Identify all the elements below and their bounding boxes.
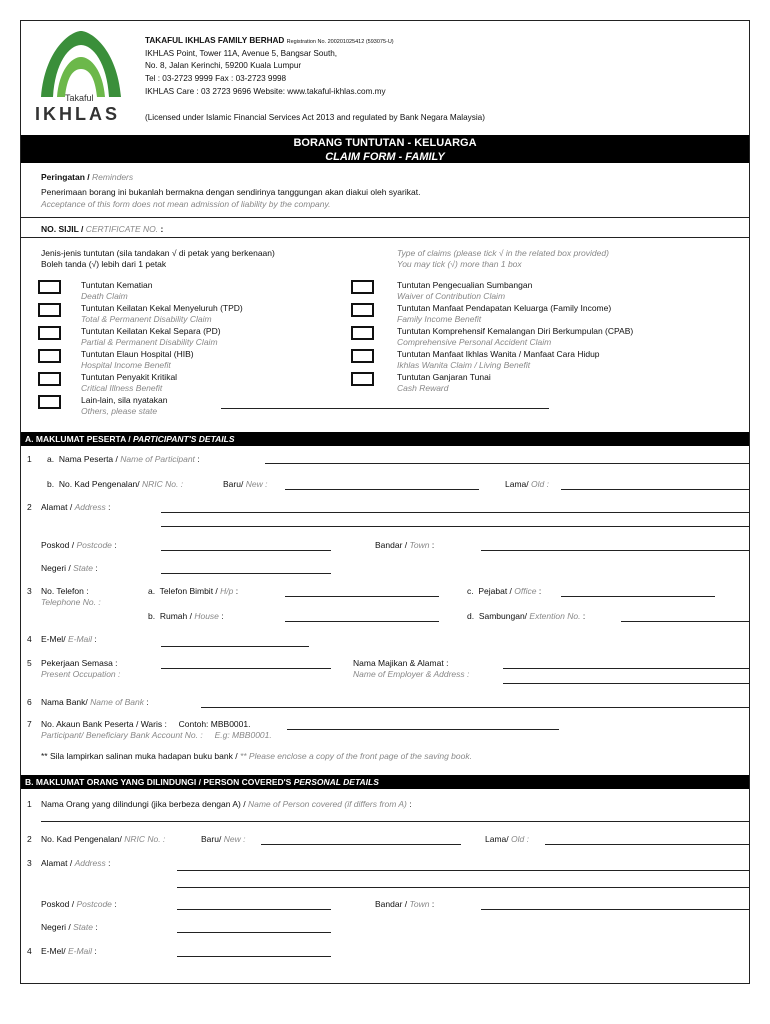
participant-nric-label (47, 479, 183, 490)
participant-email-field[interactable] (161, 646, 309, 647)
label-english: Participant/ Beneficiary Bank Account No. : (41, 729, 203, 740)
participant-mobile-field[interactable] (285, 596, 439, 597)
section-a-title: MAKLUMAT PESERTA / (35, 434, 131, 444)
claim-option-label-english: Partial & Permanent Disability Claim (81, 336, 218, 347)
participant-occupation-label (41, 658, 120, 679)
label-colon: : (431, 540, 435, 550)
label-malay: Pejabat / (478, 586, 512, 596)
item-number: 2 (27, 834, 32, 844)
label-malay: Negeri / (41, 922, 71, 932)
label-english: Name of Bank (90, 697, 145, 707)
label-malay: Rumah / (159, 611, 192, 621)
item-letter: d. (467, 611, 475, 621)
item-number: 4 (27, 634, 32, 644)
section-b-title: MAKLUMAT ORANG YANG DILINDUNGI / PERSON COVERED'S (35, 777, 292, 787)
label-malay: Poskod / (41, 899, 75, 909)
claim-option-label: Tuntutan Penyakit Kritikal (81, 372, 178, 382)
claim-option-cpab (397, 326, 633, 347)
claim-option-cash-reward (397, 372, 491, 393)
covered-person-state-label (41, 922, 98, 933)
claim-types-intro-english-1: Type of claims (please tick √ in the related box provided) (397, 248, 609, 258)
reminder-text-english: Acceptance of this form does not mean admission of liability by the company. (41, 199, 331, 209)
checkbox-hib-claim[interactable] (38, 349, 61, 363)
label-malay: Lama/ (485, 834, 509, 844)
participant-postcode-label (41, 540, 117, 551)
divider (21, 237, 749, 238)
participant-nric-new-field[interactable] (285, 489, 479, 490)
company-care-website: IKHLAS Care : 03 2723 9696 Website: www.takaful-ikhlas.com.my (145, 86, 386, 96)
reminder-heading-english: Reminders (92, 172, 134, 182)
company-logo (29, 29, 133, 125)
company-address-line2: No. 8, Jalan Kerinchi, 59200 Kuala Lumpur (145, 61, 302, 71)
checkbox-cpab-claim[interactable] (351, 326, 374, 340)
covered-person-nric-new-label (201, 834, 245, 845)
label-malay: Telefon Bimbit / (159, 586, 218, 596)
covered-person-postcode-label (41, 899, 117, 910)
claim-option-label: Tuntutan Manfaat Ikhlas Wanita / Manfaat Cara Hidup (397, 349, 600, 359)
label-malay: Nama Bank/ (41, 697, 88, 707)
item-letter: b. (47, 479, 55, 489)
covered-person-email-label (41, 946, 97, 957)
account-example-english: E.g: MBB0001. (214, 729, 272, 740)
label-english: Old : (531, 479, 549, 489)
item-number: 3 (27, 586, 32, 596)
label-malay: E-Mel/ (41, 946, 66, 956)
label-english: E-Mail (67, 946, 93, 956)
participant-extension-label (467, 611, 585, 622)
company-registration: Registration No. 200201025412 (593075-U) (286, 39, 394, 45)
participant-address-field-2[interactable] (161, 526, 749, 527)
label-malay: Poskod / (41, 540, 75, 550)
label-malay: Nama Orang yang dilindungi (jika berbeza dengan A) / (41, 799, 246, 809)
label-english: Office (514, 586, 537, 596)
certificate-label (41, 224, 163, 235)
label-english: NRIC No. : (124, 834, 166, 844)
note-english: ** Please enclose a copy of the front page of the saving book. (239, 751, 472, 761)
checkbox-waiver-claim[interactable] (351, 280, 374, 294)
company-license: (Licensed under Islamic Financial Services Act 2013 and regulated by Bank Negara Malaysia) (145, 113, 485, 122)
covered-person-state-field[interactable] (177, 932, 331, 933)
claim-option-label-english: Hospital Income Benefit (81, 359, 171, 370)
claim-option-label: Tuntutan Pengecualian Sumbangan (397, 280, 533, 290)
claim-option-label: Tuntutan Elaun Hospital (HIB) (81, 349, 194, 359)
covered-person-name-field[interactable] (41, 821, 749, 822)
label-colon: : (95, 922, 98, 932)
covered-person-address-label (41, 858, 111, 869)
label-colon: : (114, 899, 117, 909)
claim-option-label-english: Cash Reward (397, 382, 449, 393)
label-english: Name of Employer & Address : (353, 668, 470, 679)
claim-option-label: Tuntutan Manfaat Pendapatan Keluarga (Family Income) (397, 303, 612, 313)
checkbox-death-claim[interactable] (38, 280, 61, 294)
checkbox-family-income-claim[interactable] (351, 303, 374, 317)
claim-option-family-income (397, 303, 611, 324)
checkbox-tpd-claim[interactable] (38, 303, 61, 317)
certificate-number-field[interactable] (201, 221, 741, 235)
label-malay: No. Kad Pengenalan/ (58, 479, 140, 489)
certificate-label-malay: NO. SIJIL / (41, 224, 84, 234)
label-colon: : (235, 586, 239, 596)
label-malay: Lama/ (505, 479, 529, 489)
account-example: Contoh: MBB0001. (178, 719, 251, 729)
label-colon: : (146, 697, 149, 707)
others-specify-line[interactable] (221, 408, 549, 409)
covered-person-nric-old-label (485, 834, 529, 845)
item-number: 5 (27, 658, 32, 668)
claim-option-label: Tuntutan Keilatan Kekal Menyeluruh (TPD) (81, 303, 243, 313)
label-malay: Baru/ (223, 479, 244, 489)
claim-option-label-english: Others, please state (81, 405, 158, 416)
label-english: Extention No. (529, 611, 581, 621)
label-english: Address (74, 858, 106, 868)
label-colon: : (94, 634, 97, 644)
label-malay: Baru/ (201, 834, 222, 844)
employer-label (353, 658, 469, 679)
participant-nric-new-label (223, 479, 267, 490)
label-malay: Pekerjaan Semasa : (41, 658, 118, 668)
participant-extension-field[interactable] (621, 621, 749, 622)
claim-option-label-english: Death Claim (81, 290, 128, 301)
logo-arch-icon (29, 29, 133, 99)
claim-form-page (20, 20, 750, 984)
covered-person-town-label (375, 899, 434, 910)
section-b-letter: B. (25, 777, 34, 787)
label-english: Present Occupation : (41, 668, 121, 679)
label-colon: : (409, 799, 412, 809)
participant-postcode-field[interactable] (161, 550, 331, 551)
label-colon: : (114, 540, 117, 550)
company-name: TAKAFUL IKHLAS FAMILY BERHAD (145, 36, 285, 45)
label-english: Old : (511, 834, 529, 844)
checkbox-ikhlas-wanita-claim[interactable] (351, 349, 374, 363)
label-english: Town (409, 899, 430, 909)
claim-types-intro-malay (41, 248, 275, 269)
label-english: Name of Person covered (if differs from A) (247, 799, 407, 809)
section-a-title-english: PARTICIPANT'S DETAILS (133, 434, 235, 444)
bank-name-field[interactable] (201, 707, 749, 708)
claim-option-label: Tuntutan Ganjaran Tunai (397, 372, 491, 382)
covered-person-nric-old-field[interactable] (545, 844, 749, 845)
participant-home-label (148, 611, 224, 622)
section-a-letter: A. (25, 434, 34, 444)
label-english: State (73, 922, 93, 932)
certificate-label-english: CERTIFICATE NO. (85, 224, 159, 234)
label-colon: : (197, 454, 200, 464)
label-english: Address (74, 502, 106, 512)
company-header (145, 35, 394, 99)
item-number: 1 (27, 799, 32, 809)
section-b-header (21, 775, 749, 789)
label-english: New : (223, 834, 246, 844)
item-number: 2 (27, 502, 32, 512)
claim-option-ikhlas-wanita (397, 349, 600, 370)
participant-nric-old-field[interactable] (561, 489, 749, 490)
claim-types-intro-english (397, 248, 609, 269)
claim-option-hib (81, 349, 194, 370)
label-malay: No. Kad Pengenalan/ (41, 834, 122, 844)
claim-option-label-english: Comprehensive Personal Accident Claim (397, 336, 552, 347)
form-title-bar (21, 135, 749, 163)
label-english: H/p (220, 586, 234, 596)
participant-phone-label (41, 586, 101, 607)
claim-option-pd (81, 326, 221, 347)
claim-option-others (81, 395, 167, 416)
label-malay: Sambungan/ (478, 611, 528, 621)
item-number: 6 (27, 697, 32, 707)
label-english: Town (409, 540, 430, 550)
participant-office-field[interactable] (561, 596, 715, 597)
label-malay: Bandar / (375, 899, 408, 909)
checkbox-pd-claim[interactable] (38, 326, 61, 340)
checkbox-cash-reward-claim[interactable] (351, 372, 374, 386)
label-malay: Nama Peserta / (58, 454, 118, 464)
label-colon: : (95, 563, 98, 573)
participant-state-label (41, 563, 98, 574)
claim-types-intro-english-2: You may tick (√) more than 1 box (397, 258, 522, 269)
label-malay: No. Telefon : (41, 586, 89, 596)
bank-account-label (41, 719, 272, 740)
checkbox-others-claim[interactable] (38, 395, 61, 409)
label-colon: : (221, 611, 224, 621)
claim-option-label: Tuntutan Komprehensif Kemalangan Diri Berkumpulan (CPAB) (397, 326, 634, 336)
claim-option-label-english: Critical Illness Benefit (81, 382, 163, 393)
label-english: NRIC No. : (142, 479, 184, 489)
participant-mobile-label (148, 586, 238, 597)
label-malay: Negeri / (41, 563, 71, 573)
participant-name-label (47, 454, 200, 465)
label-colon: : (582, 611, 586, 621)
company-address-line1: IKHLAS Point, Tower 11A, Avenue 5, Bangsar South, (145, 48, 338, 58)
label-english: New : (245, 479, 268, 489)
employer-field-1[interactable] (503, 668, 749, 669)
divider (21, 217, 749, 218)
bank-book-note (41, 751, 472, 762)
covered-person-nric-new-field[interactable] (261, 844, 461, 845)
label-malay: Alamat / (41, 502, 73, 512)
label-colon: : (431, 899, 435, 909)
covered-person-address-field-1[interactable] (177, 870, 749, 871)
label-colon: : (108, 858, 111, 868)
section-b-title-english: PERSONAL DETAILS (293, 777, 379, 787)
label-english: Postcode (76, 540, 112, 550)
claim-option-label: Tuntutan Kematian (81, 280, 153, 290)
checkbox-critical-illness-claim[interactable] (38, 372, 61, 386)
participant-nric-old-label (505, 479, 549, 490)
participant-address-label (41, 502, 111, 513)
item-number: 1 (27, 454, 32, 464)
claim-option-label-english: Waiver of Contribution Claim (397, 290, 506, 301)
bank-account-field[interactable] (287, 729, 559, 730)
covered-person-town-field[interactable] (481, 909, 749, 910)
label-english: Postcode (76, 899, 112, 909)
covered-person-email-field[interactable] (177, 956, 331, 957)
logo-small-text: Takaful (65, 93, 94, 103)
label-colon: : (94, 946, 97, 956)
logo-main-text: IKHLAS (35, 104, 120, 124)
participant-address-field-1[interactable] (161, 512, 749, 513)
participant-town-field[interactable] (481, 550, 749, 551)
reminder-heading-malay: Peringatan / (41, 172, 90, 182)
participant-office-label (467, 586, 541, 597)
claim-option-label-english: Total & Permanent Disability Claim (81, 313, 212, 324)
label-english: State (73, 563, 93, 573)
item-letter: b. (148, 611, 156, 621)
label-colon: : (108, 502, 111, 512)
label-english: Name of Participant (120, 454, 195, 464)
label-malay: No. Akaun Bank Peserta / Waris : (41, 719, 167, 729)
claim-option-label: Lain-lain, sila nyatakan (81, 395, 168, 405)
note-malay: ** Sila lampirkan salinan muka hadapan buku bank / (41, 751, 238, 761)
participant-email-label (41, 634, 97, 645)
item-letter: a. (47, 454, 55, 464)
covered-person-name-label (41, 799, 412, 810)
claim-option-label: Tuntutan Keilatan Kekal Separa (PD) (81, 326, 221, 336)
label-malay: E-Mel/ (41, 634, 66, 644)
item-number: 3 (27, 858, 32, 868)
covered-person-nric-label (41, 834, 165, 845)
form-title-malay: BORANG TUNTUTAN - KELUARGA (293, 137, 477, 149)
participant-name-field[interactable] (265, 463, 749, 464)
claim-option-label-english: Family Income Benefit (397, 313, 482, 324)
claim-option-waiver (397, 280, 532, 301)
section-a-header (21, 432, 749, 446)
label-english: House (194, 611, 219, 621)
covered-person-address-field-2[interactable] (177, 887, 749, 888)
reminder-heading (41, 172, 133, 183)
claim-option-death (81, 280, 153, 301)
participant-occupation-field[interactable] (161, 668, 331, 669)
item-number: 4 (27, 946, 32, 956)
label-malay: Bandar / (375, 540, 408, 550)
label-malay: Alamat / (41, 858, 73, 868)
reminder-text-malay: Penerimaan borang ini bukanlah bermakna dengan sendirinya tanggungan akan diakui oleh syarikat. (41, 187, 421, 197)
item-letter: c. (467, 586, 474, 596)
claim-types-intro-malay-1: Jenis-jenis tuntutan (sila tandakan √ di petak yang berkenaan) (41, 248, 275, 258)
claim-types-intro-malay-2: Boleh tanda (√) lebih dari 1 petak (41, 258, 167, 269)
participant-town-label (375, 540, 434, 551)
bank-name-label (41, 697, 149, 708)
certificate-colon: : (160, 224, 164, 234)
claim-option-tpd (81, 303, 243, 324)
item-letter: a. (148, 586, 156, 596)
label-english: Telephone No. : (41, 596, 101, 607)
claim-option-label-english: Ikhlas Wanita Claim / Living Benefit (397, 359, 531, 370)
claim-option-critical-illness (81, 372, 177, 393)
label-colon: : (538, 586, 542, 596)
participant-home-field[interactable] (285, 621, 439, 622)
item-number: 7 (27, 719, 32, 729)
company-phone: Tel : 03-2723 9999 Fax : 03-2723 9998 (145, 74, 287, 84)
form-title-english: CLAIM FORM - FAMILY (325, 150, 445, 163)
label-malay: Nama Majikan & Alamat : (353, 658, 449, 668)
covered-person-postcode-field[interactable] (177, 909, 331, 910)
participant-state-field[interactable] (161, 573, 331, 574)
employer-field-2[interactable] (503, 683, 749, 684)
label-english: E-Mail (67, 634, 93, 644)
